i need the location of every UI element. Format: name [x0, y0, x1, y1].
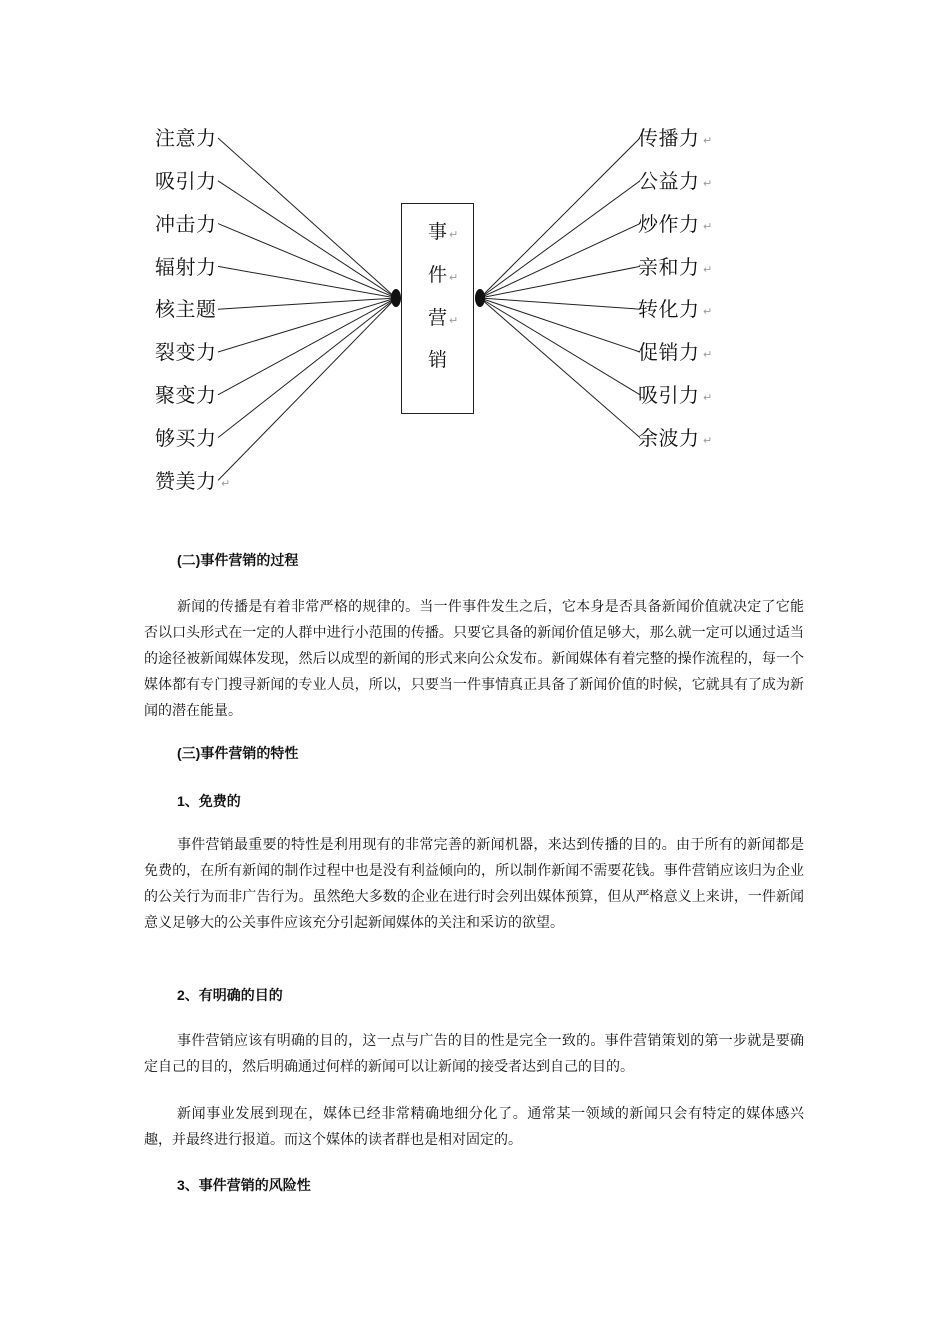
left-hub-node [391, 289, 401, 307]
left-label: 冲击力 [155, 212, 217, 236]
section-heading: 1、免费的 [177, 793, 241, 809]
right-label: 转化力 [638, 297, 700, 321]
return-mark-icon: ↵ [449, 228, 459, 241]
paragraph: 新闻的传播是有着非常严格的规律的。当一件事件发生之后，它本身是否具备新闻价值就决定了它能否以口头形式在一定的人群中进行小范围的传播。只要它具备的新闻价值足够大，那么就一定可以通过适当的途径被新闻媒体发现，然后以成型的新闻的形式来向公众发布。新闻媒体有着完整的操作流程的，每一个媒体都有专门搜寻新闻的专业人员，所以，只要当一件事情真正具备了新闻价值的时候，它就具有了成为新闻的潜在能量。 [144, 599, 804, 719]
return-mark-icon: ↵ [449, 271, 459, 284]
right-hub-node [475, 289, 485, 307]
left-connector-line [218, 266, 396, 298]
right-connector-line [480, 138, 640, 298]
connector-lines [0, 0, 950, 520]
center-char: 销 [428, 349, 448, 371]
return-mark-icon: ↵ [703, 177, 713, 190]
section-heading: 3、事件营销的风险性 [177, 1177, 311, 1193]
center-char: 件 [428, 264, 448, 286]
left-connector-line [218, 298, 396, 438]
left-connector-line [218, 224, 396, 298]
center-char: 营 [428, 307, 448, 329]
left-label: 赞美力 [155, 469, 217, 493]
right-connector-line [480, 298, 640, 438]
right-connector-line [480, 224, 640, 298]
left-connector-line [218, 138, 396, 298]
section-heading: (二)事件营销的过程 [177, 552, 299, 568]
right-label: 传播力 [638, 126, 700, 150]
return-mark-icon: ↵ [221, 477, 231, 490]
paragraph: 事件营销应该有明确的目的，这一点与广告的目的性是完全一致的。事件营销策划的第一步就是要确定自己的目的，然后明确通过何样的新闻可以让新闻的接受者达到自己的目的。 [144, 1033, 804, 1075]
left-connector-line [218, 181, 396, 298]
return-mark-icon: ↵ [703, 220, 713, 233]
left-label: 注意力 [155, 126, 217, 150]
right-label: 吸引力 [638, 383, 700, 407]
left-label: 裂变力 [155, 340, 217, 364]
left-label: 核主题 [155, 297, 217, 321]
left-connector-line [218, 298, 396, 395]
right-connector-line [480, 298, 640, 309]
right-connector-line [480, 298, 640, 352]
section-heading: (三)事件营销的特性 [177, 745, 299, 761]
return-mark-icon: ↵ [449, 314, 459, 327]
paragraph: 新闻事业发展到现在，媒体已经非常精确地细分化了。通常某一领域的新闻只会有特定的媒体感兴趣，并最终进行报道。而这个媒体的读者群也是相对固定的。 [144, 1106, 804, 1148]
right-label: 炒作力 [638, 212, 700, 236]
left-connector-line [218, 298, 396, 309]
left-label: 聚变力 [155, 383, 217, 407]
section-heading: 2、有明确的目的 [177, 987, 283, 1003]
return-mark-icon: ↵ [703, 305, 713, 318]
left-label: 吸引力 [155, 169, 217, 193]
right-label: 公益力 [638, 169, 700, 193]
right-label: 余波力 [638, 426, 700, 450]
return-mark-icon: ↵ [703, 263, 713, 276]
paragraph: 事件营销最重要的特性是利用现有的非常完善的新闻机器，来达到传播的目的。由于所有的新闻都是免费的，在所有新闻的制作过程中也是没有利益倾向的，所以制作新闻不需要花钱。事件营销应该归为企业的公关行为而非广告行为。虽然绝大多数的企业在进行时会列出媒体预算，但从严格意义上来讲，一件新闻意义足够大的公关事件应该充分引起新闻媒体的关注和采访的欲望。 [144, 837, 804, 931]
right-connector-line [480, 266, 640, 298]
left-label: 辐射力 [155, 255, 217, 279]
return-mark-icon: ↵ [703, 391, 713, 404]
center-char: 事 [428, 221, 448, 243]
right-label: 促销力 [638, 340, 700, 364]
left-label: 够买力 [155, 426, 217, 450]
return-mark-icon: ↵ [703, 348, 713, 361]
return-mark-icon: ↵ [703, 434, 713, 447]
right-connector-line [480, 298, 640, 395]
right-connector-line [480, 181, 640, 298]
right-label: 亲和力 [638, 255, 700, 279]
event-marketing-diagram [0, 0, 950, 520]
return-mark-icon: ↵ [703, 134, 713, 147]
